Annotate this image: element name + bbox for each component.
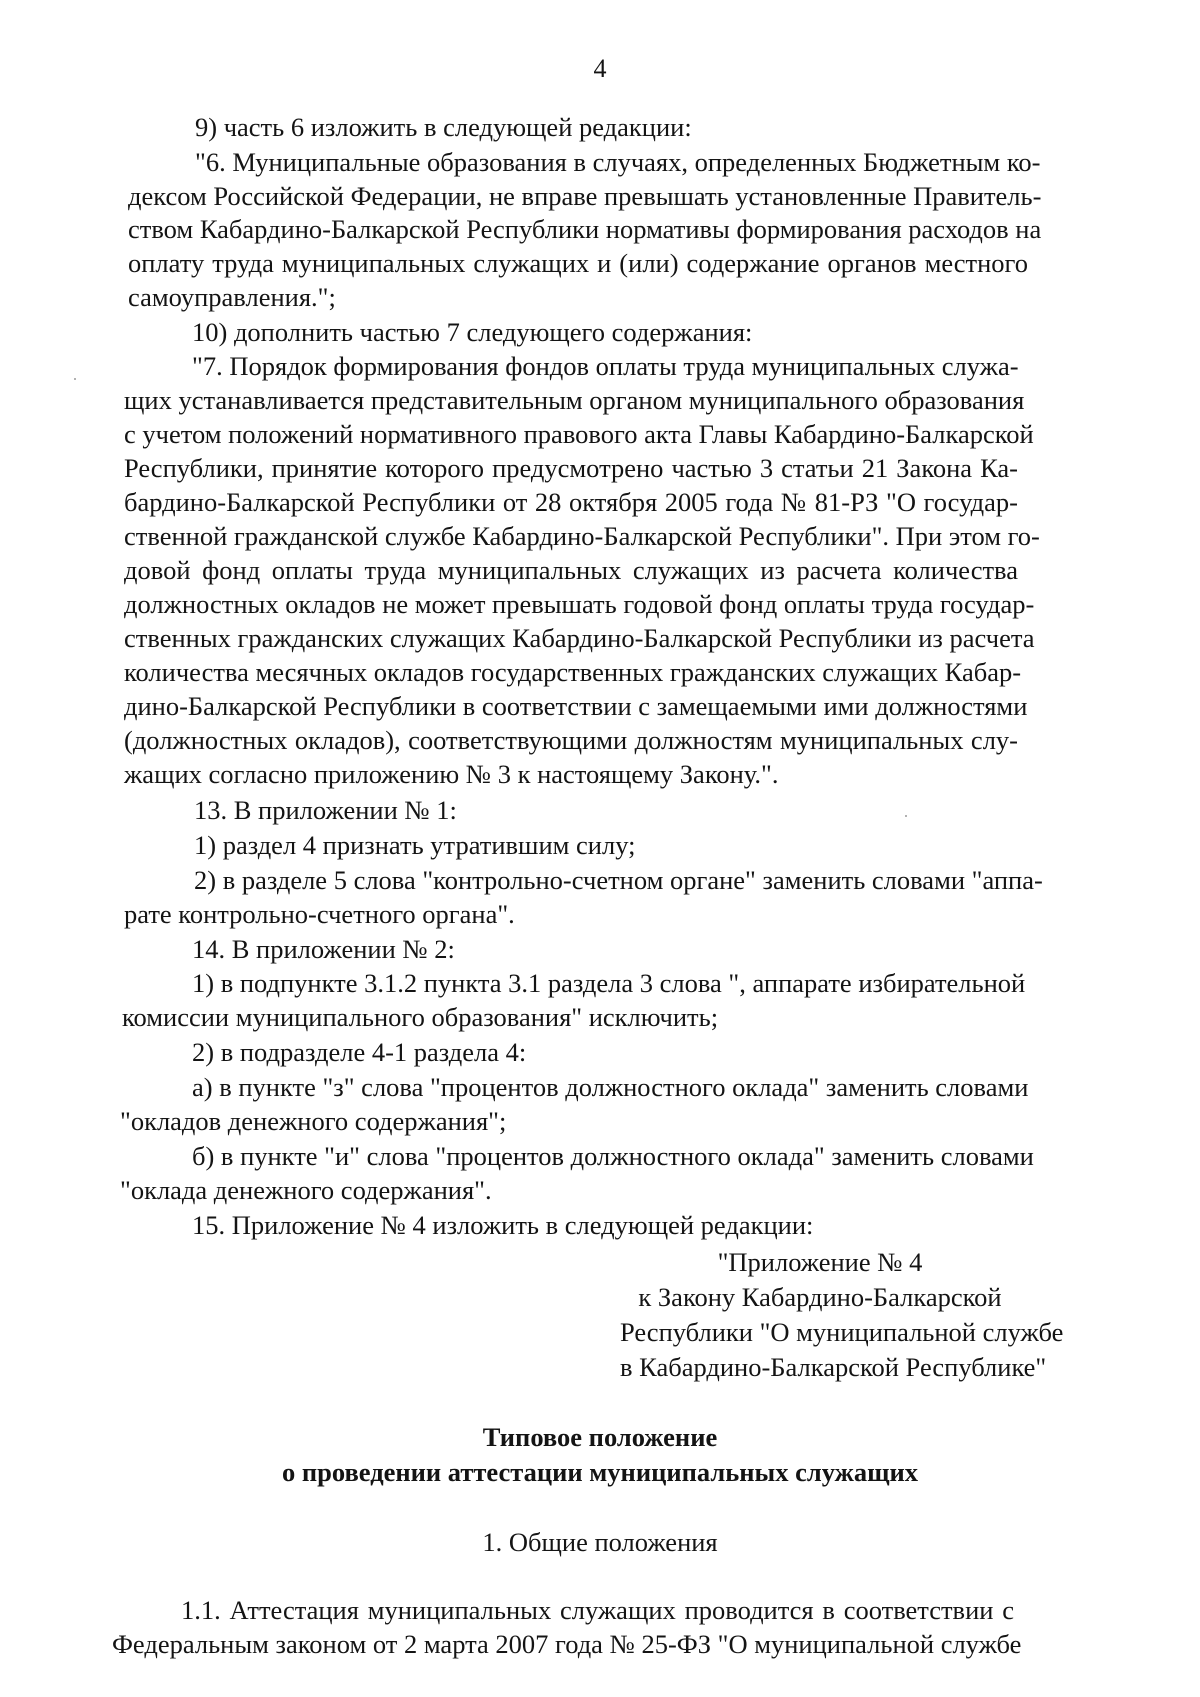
paragraph-line: 15. Приложение № 4 изложить в следующей редакции: xyxy=(192,1210,814,1240)
paragraph-line: Республики, принятие которого предусмотрено частью 3 статьи 21 Закона Ка- xyxy=(124,453,1018,483)
paragraph-line: бардино-Балкарской Республики от 28 октября 2005 года № 81-РЗ "О государ- xyxy=(124,487,1018,517)
paragraph-line: дино-Балкарской Республики в соответствии с замещаемыми ими должностями xyxy=(124,691,1028,721)
paragraph-line: 2) в подразделе 4-1 раздела 4: xyxy=(192,1037,527,1067)
paragraph-line: жащих согласно приложению № 3 к настоящему Закону.". xyxy=(124,759,779,789)
section-title: 1. Общие положения xyxy=(482,1527,718,1557)
paragraph-line: ственной гражданской службе Кабардино-Балкарской Республики". При этом го- xyxy=(124,521,1040,551)
paragraph-line: рате контрольно-счетного органа". xyxy=(124,899,515,929)
paragraph-line: количества месячных окладов государственных гражданских служащих Кабар- xyxy=(124,657,1022,687)
paragraph-line: а) в пункте "з" слова "процентов должностного оклада" заменить словами xyxy=(192,1072,1029,1102)
annex-caption-line: Республики "О муниципальной службе xyxy=(620,1317,1064,1347)
paragraph-line: довой фонд оплаты труда муниципальных служащих из расчета количества xyxy=(124,555,1018,585)
scan-speck xyxy=(905,815,907,817)
paragraph-line: (должностных окладов), соответствующими должностям муниципальных слу- xyxy=(124,725,1018,755)
paragraph-line: 1) в подпункте 3.1.2 пункта 3.1 раздела 3 слова ", аппарате избирательной xyxy=(192,968,1026,998)
document-heading: Типовое положение xyxy=(482,1422,718,1452)
document-heading: о проведении аттестации муниципальных служащих xyxy=(282,1457,918,1487)
paragraph-line: "6. Муниципальные образования в случаях, определенных Бюджетным ко- xyxy=(195,147,1041,177)
page-number: 4 xyxy=(593,54,607,83)
paragraph-line: щих устанавливается представительным органом муниципального образования xyxy=(124,385,1025,415)
paragraph-line: б) в пункте "и" слова "процентов должностного оклада" заменить словами xyxy=(192,1141,1034,1171)
paragraph-line: ственных гражданских служащих Кабардино-Балкарской Республики из расчета xyxy=(124,623,1035,653)
paragraph-line: 13. В приложении № 1: xyxy=(194,795,457,825)
paragraph-line: 9) часть 6 изложить в следующей редакции: xyxy=(195,112,692,142)
scan-speck xyxy=(74,378,76,380)
paragraph-line: ством Кабардино-Балкарской Республики нормативы формирования расходов на xyxy=(128,214,1042,244)
paragraph-line: "окладов денежного содержания"; xyxy=(120,1106,507,1136)
paragraph-line: 14. В приложении № 2: xyxy=(192,934,455,964)
paragraph-line: 1) раздел 4 признать утратившим силу; xyxy=(194,830,636,860)
paragraph-line: дексом Российской Федерации, не вправе превышать установленные Правитель- xyxy=(128,181,1042,211)
paragraph-line: "оклада денежного содержания". xyxy=(120,1175,492,1205)
annex-caption-line: к Закону Кабардино-Балкарской xyxy=(638,1282,1002,1312)
annex-caption-line: в Кабардино-Балкарской Республике" xyxy=(620,1352,1047,1382)
annex-caption-line: "Приложение № 4 xyxy=(717,1247,923,1277)
paragraph-line: Федеральным законом от 2 марта 2007 года № 25-ФЗ "О муниципальной службе xyxy=(112,1629,1022,1659)
paragraph-line: 1.1. Аттестация муниципальных служащих проводится в соответствии с xyxy=(181,1595,1014,1625)
paragraph-line: самоуправления."; xyxy=(128,282,336,312)
paragraph-line: комиссии муниципального образования" исключить; xyxy=(122,1002,719,1032)
paragraph-line: с учетом положений нормативного правового акта Главы Кабардино-Балкарской xyxy=(124,419,1034,449)
paragraph-line: должностных окладов не может превышать годовой фонд оплаты труда государ- xyxy=(124,589,1035,619)
paragraph-line: "7. Порядок формирования фондов оплаты труда муниципальных служа- xyxy=(192,351,1019,381)
paragraph-line: 2) в разделе 5 слова "контрольно-счетном органе" заменить словами "аппа- xyxy=(194,865,1043,895)
paragraph-line: оплату труда муниципальных служащих и (или) содержание органов местного xyxy=(128,248,1028,278)
paragraph-line: 10) дополнить частью 7 следующего содержания: xyxy=(192,317,753,347)
